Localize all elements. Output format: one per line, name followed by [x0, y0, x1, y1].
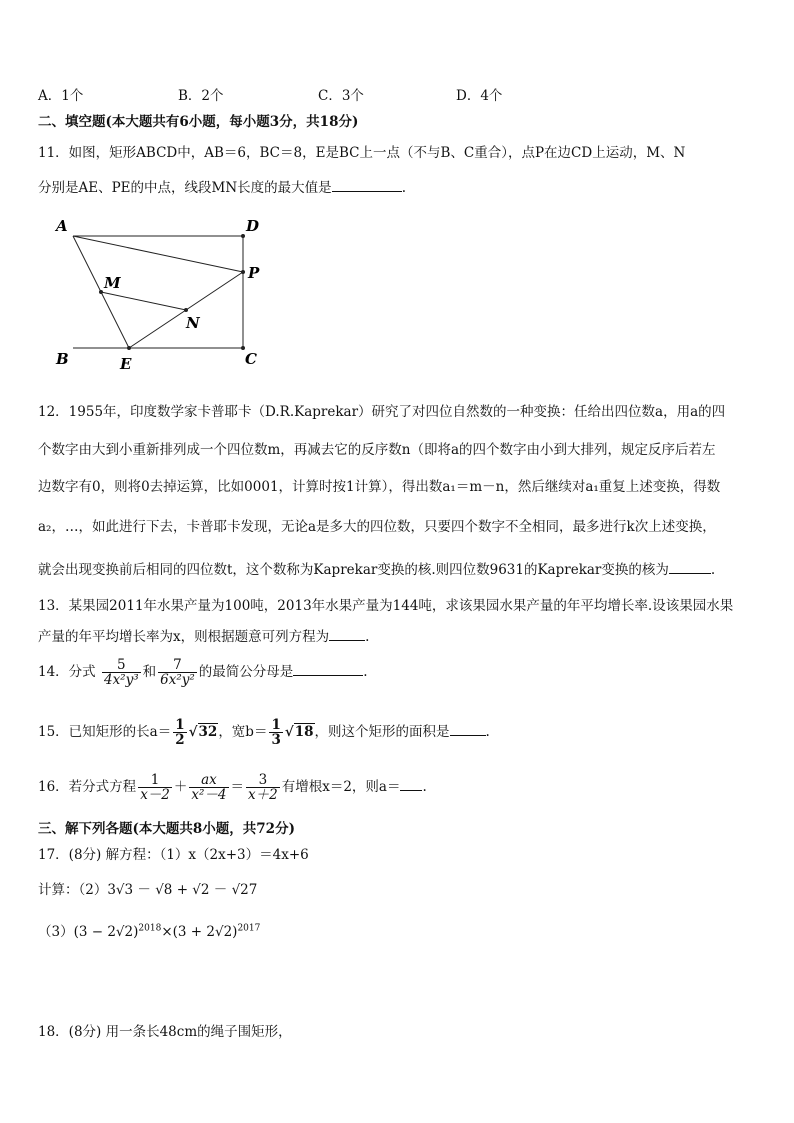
q11-line2-text: 分别是AE、PE的中点，线段MN长度的最大值是 [38, 180, 332, 196]
q18-line1: 18．(8分) 用一条长48cm的绳子围矩形， [38, 1024, 292, 1040]
q14-mid: 和 [142, 664, 157, 681]
q13-line2-text: 产量的年平均增长率为x，则根据题意可列方程为 [38, 629, 330, 645]
q12-line5: 就会出现变换前后相同的四位数t，这个数称为Kaprekar变换的核.则四位数9631的Kaprekar变换的核为 . [38, 562, 716, 578]
q15-b-fraction [269, 718, 282, 747]
q14-fraction-1 [102, 658, 141, 687]
option-a: A．1个 [38, 88, 84, 104]
section-3-title: 三、解下列各题(本大题共8小题，共72分) [38, 821, 295, 837]
q17-part3-expr-b: (3 + 2√2) [172, 924, 238, 940]
section-2-title: 二、填空题(本大题共有6小题，每小题3分，共18分) [38, 114, 359, 130]
q12-line3: 边数字有0，则将0去掉运算，比如0001，计算时按1计算），得出数a₁＝m－n，然后继续对a₁重复上述变换，得数 [38, 479, 721, 495]
q12-answer-blank[interactable] [669, 573, 711, 574]
q15-prefix: 15．已知矩形的长a＝ [38, 724, 172, 741]
q16-fraction-1 [138, 773, 172, 802]
option-b: B．2个 [178, 88, 224, 104]
q16-fraction-2 [189, 773, 228, 802]
q15-suffix: ，则这个矩形的面积是 [314, 724, 450, 741]
label-C: C [245, 350, 257, 368]
q15-a-den: 2 [175, 732, 185, 749]
q17-part3-prefix: （3） [38, 924, 74, 940]
q15-a-fraction [173, 718, 186, 747]
q17-calc-expr: 3√3 － √8 + √2 － √27 [107, 882, 258, 898]
q11-answer-blank[interactable] [332, 191, 402, 192]
q12-line2: 个数字由大到小重新排列成一个四位数m，再减去它的反序数n（即将a的四个数字由小到大排列，规定反序后若左 [38, 442, 716, 458]
q14-answer-blank[interactable] [293, 675, 363, 676]
q13-line1: 13．某果园2011年水果产量为100吨，2013年水果产量为144吨，求该果园水果产量的年平均增长率.设该果园水果 [38, 598, 734, 614]
q15-line: 15．已知矩形的长a＝ $\frac{1}{2}$ √32，宽b＝ $\frac{1}{3}$ √18，则这个矩形的面积是 . [38, 717, 490, 749]
q14-fraction-2 [158, 658, 197, 687]
label-P: P [248, 264, 260, 282]
q15-b-radicand: 18 [294, 724, 314, 741]
q16-f3-num: 3 [246, 773, 280, 788]
q14-f2-num: 7 [158, 658, 197, 673]
q13-line2: 产量的年平均增长率为x，则根据题意可列方程为 . [38, 629, 370, 645]
q14-f1-den: 4x²y³ [103, 672, 139, 689]
label-A: A [56, 217, 68, 235]
q16-f3-den: x＋2 [248, 787, 278, 804]
q16-suffix: 有增根x＝2，则a＝ [281, 779, 401, 796]
q16-eq: ＝ [230, 779, 245, 796]
q14-f2-den: 6x²y² [160, 672, 195, 689]
q15-answer-blank[interactable] [450, 735, 486, 736]
q16-prefix: 16．若分式方程 [38, 779, 137, 796]
q15-mid: ，宽b＝ [218, 724, 268, 741]
q15-a-radicand: 32 [198, 724, 218, 741]
q15-a-root: √32 [188, 724, 218, 741]
q13-answer-blank[interactable] [329, 640, 365, 641]
label-B: B [56, 350, 69, 368]
q16-plus: ＋ [173, 779, 188, 796]
label-M: M [104, 274, 121, 292]
q17-part3-times: × [161, 924, 173, 940]
q11-figure [50, 212, 280, 377]
q15-b-den: 3 [271, 732, 281, 749]
label-E: E [120, 355, 132, 373]
q15-a-num: 1 [175, 717, 185, 733]
q11-line2: 分别是AE、PE的中点，线段MN长度的最大值是 . [38, 180, 406, 196]
q14-f1-num: 5 [102, 658, 141, 673]
option-d: D．4个 [456, 88, 503, 104]
q17-part3-exp-b: 2017 [237, 923, 261, 934]
q16-f2-num: ax [189, 773, 228, 788]
q16-answer-blank[interactable] [400, 790, 422, 791]
q17-calc-line [38, 878, 257, 898]
q16-f1-num: 1 [138, 773, 172, 788]
q16-f2-den: x²－4 [191, 787, 227, 804]
q12-line1: 12．1955年，印度数学家卡普耶卡（D.R.Kaprekar）研究了对四位自然数的一种变换：任给出四位数a，用a的四 [38, 404, 726, 420]
q17-calc-prefix: 计算：（2） [38, 882, 108, 898]
q16-f1-den: x－2 [140, 787, 170, 804]
q16-fraction-3 [246, 773, 280, 802]
q17-line1: 17．(8分) 解方程：（1）x（2x+3）＝4x+6 [38, 847, 309, 863]
q11-line1: 11．如图，矩形ABCD中，AB＝6，BC＝8，E是BC上一点（不与B、C重合），点P在边CD上运动，M、N [38, 145, 686, 161]
q17-part3-exp-a: 2018 [138, 923, 162, 934]
q14-prefix: 14．分式 [38, 664, 96, 681]
q15-b-num: 1 [271, 717, 281, 733]
q12-line4: a₂，…，如此进行下去，卡普耶卡发现，无论a是多大的四位数，只要四个数字不全相同，最多进行k次上述变换， [38, 519, 716, 535]
label-D: D [246, 217, 260, 235]
q15-b-root: √18 [284, 724, 314, 741]
q17-part3-line [38, 920, 260, 940]
q16-line: 16．若分式方程 $\frac{1}{x-2}$ ＋ $\frac{ax}{\text{x²－4}}$ ＝ $\frac{3}{x+2}$ 有增根x＝2，则a＝ . [38, 772, 427, 804]
q14-line: 14．分式 $\frac{5}{\text{4x²y³}}$ 和 $\frac{7}{\text{6x²y²}}$ 的最简公分母是 . [38, 657, 368, 689]
q17-part3-expr-a: (3 − 2√2) [73, 924, 139, 940]
label-N: N [186, 314, 200, 332]
option-c: C．3个 [318, 88, 364, 104]
q12-line5-text: 就会出现变换前后相同的四位数t，这个数称为Kaprekar变换的核.则四位数9631的Kaprekar变换的核为 [38, 562, 669, 578]
q14-suffix: 的最简公分母是 [198, 664, 294, 681]
